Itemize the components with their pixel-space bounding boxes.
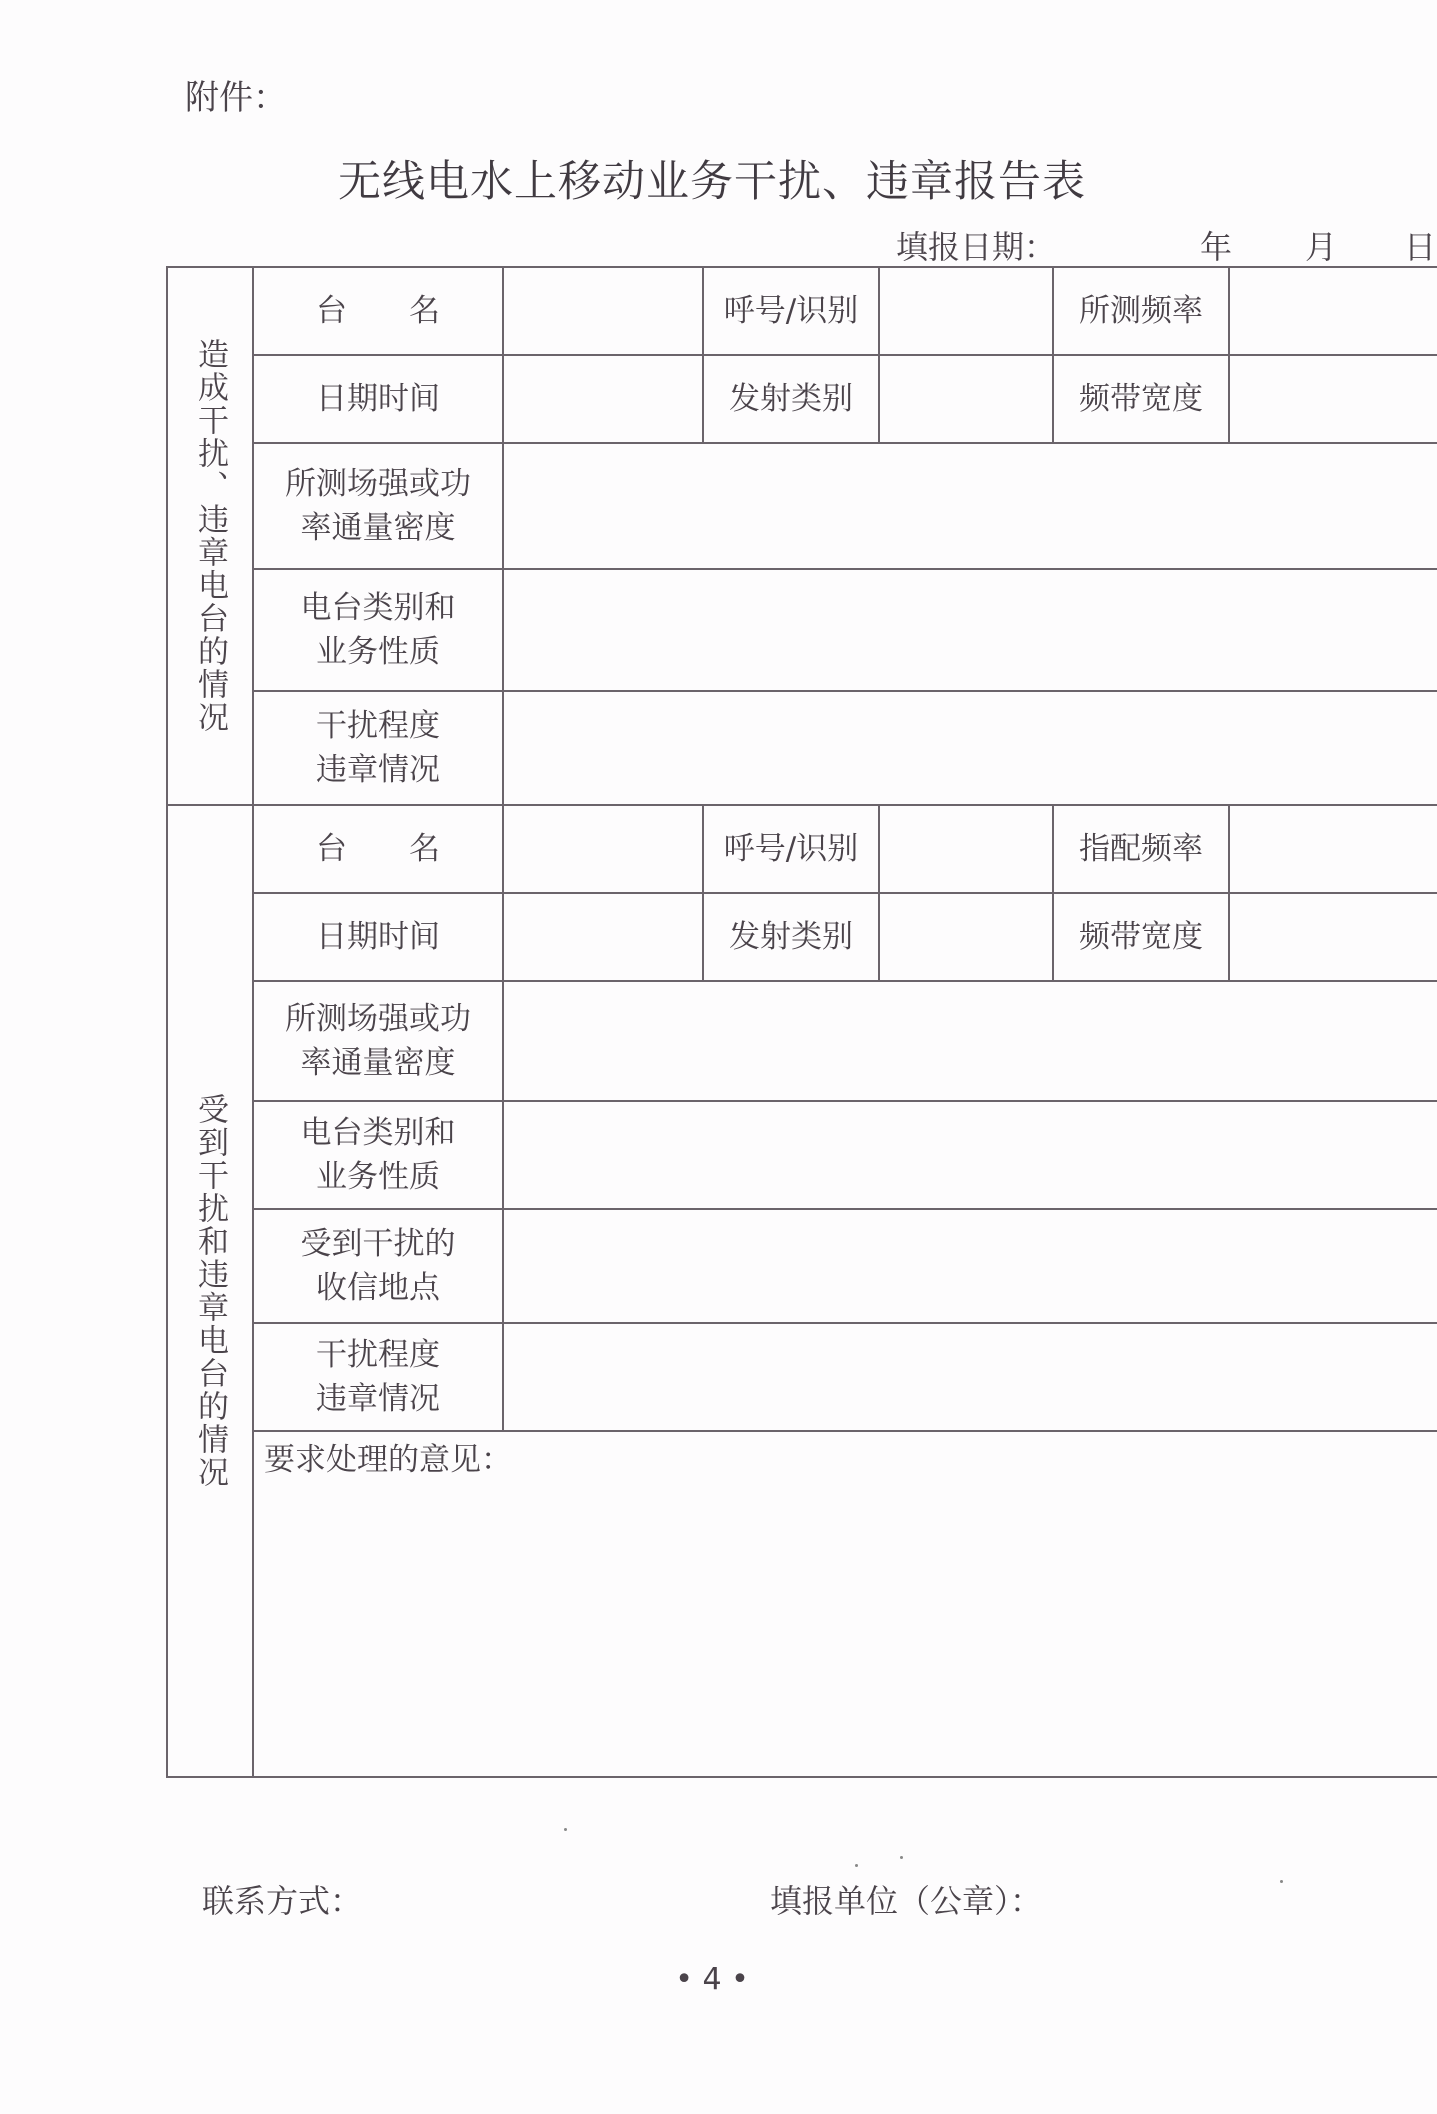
s2-row-field-strength [167,981,1437,1101]
unit-seal-label: 填报单位（公章）： [770,1882,1043,1920]
s2-field-strength-label: 所测场强或功 率通量密度 [253,981,503,1101]
s1-call-sign-field[interactable] [879,267,1053,355]
s1-degree-label: 干扰程度 违章情况 [253,691,503,805]
s1-station-name-field[interactable] [503,267,703,355]
s1-side-label: 造成干扰、违章电台的情况 [167,267,253,805]
s2-degree-label: 干扰程度 违章情况 [253,1323,503,1431]
s1-row-station-class [167,569,1437,691]
s1-field-strength-label: 所测场强或功 率通量密度 [253,443,503,569]
s2-bandwidth-label: 频带宽度 [1053,893,1229,981]
s2-date-time-field[interactable] [503,893,703,981]
s2-row-station [167,805,1437,893]
page-title: 无线电水上移动业务干扰、违章报告表 [338,157,1086,207]
s2-field-strength-field[interactable] [503,981,1437,1101]
s2-station-class-label: 电台类别和 业务性质 [253,1101,503,1209]
s1-bandwidth-label: 频带宽度 [1053,355,1229,443]
s2-station-name-field[interactable] [503,805,703,893]
s1-station-class-field[interactable] [503,569,1437,691]
scan-speck [855,1864,858,1867]
s2-station-name-label: 台 名 [253,805,503,893]
s1-date-time-label: 日期时间 [253,355,503,443]
day-label: 日 [1404,228,1437,266]
scan-speck [1280,1880,1283,1883]
s2-location-field[interactable] [503,1209,1437,1323]
s2-side-label: 受到干扰和违章电台的情况 [167,805,253,1777]
s2-row-opinion [167,1431,1437,1777]
s2-emission-class-label: 发射类别 [703,893,879,981]
contact-label: 联系方式： [202,1882,363,1920]
s2-assigned-freq-field[interactable] [1229,805,1437,893]
s1-station-class-label: 电台类别和 业务性质 [253,569,503,691]
s2-emission-class-field[interactable] [879,893,1053,981]
s1-row-field-strength [167,443,1437,569]
page-number: • 4 • [675,1962,749,1997]
opinion-label: 要求处理的意见： [264,1442,512,1478]
annex-label: 附件： [185,78,287,118]
s1-row-station [167,267,1437,355]
s2-row-location [167,1209,1437,1323]
s2-station-class-field[interactable] [503,1101,1437,1209]
s1-emission-class-field[interactable] [879,355,1053,443]
s2-bandwidth-field[interactable] [1229,893,1437,981]
s1-row-datetime [167,355,1437,443]
s2-date-time-label: 日期时间 [253,893,503,981]
report-form [166,266,1437,1778]
s1-date-time-field[interactable] [503,355,703,443]
s2-assigned-freq-label: 指配频率 [1053,805,1229,893]
s1-measured-freq-field[interactable] [1229,267,1437,355]
s2-row-datetime [167,893,1437,981]
s2-location-label: 受到干扰的 收信地点 [253,1209,503,1323]
month-label: 月 [1305,228,1338,266]
s1-call-sign-label: 呼号/识别 [703,267,879,355]
s2-row-degree [167,1323,1437,1431]
s1-station-name-label: 台 名 [253,267,503,355]
s2-call-sign-field[interactable] [879,805,1053,893]
scan-speck [900,1856,903,1859]
s1-measured-freq-label: 所测频率 [1053,267,1229,355]
s2-row-station-class [167,1101,1437,1209]
opinion-field[interactable] [253,1431,1437,1777]
scan-speck [564,1828,567,1831]
s1-row-degree [167,691,1437,805]
fill-date-label: 填报日期： [896,228,1057,266]
s1-degree-field[interactable] [503,691,1437,805]
s1-bandwidth-field[interactable] [1229,355,1437,443]
s2-call-sign-label: 呼号/识别 [703,805,879,893]
s2-degree-field[interactable] [503,1323,1437,1431]
s1-field-strength-field[interactable] [503,443,1437,569]
year-label: 年 [1200,228,1233,266]
s1-emission-class-label: 发射类别 [703,355,879,443]
